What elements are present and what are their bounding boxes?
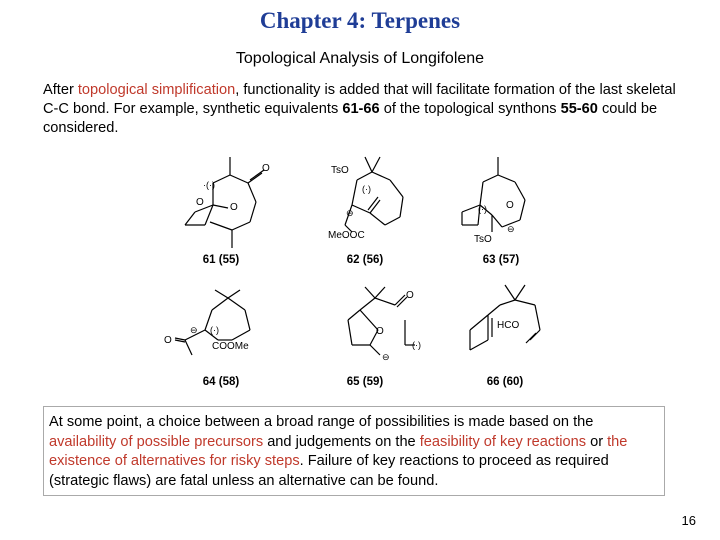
structure-63 bbox=[462, 157, 525, 245]
svg-text:(·): (·) bbox=[412, 340, 421, 350]
svg-text:(·): (·) bbox=[362, 184, 371, 194]
caption-63: 63 (57) bbox=[482, 254, 520, 266]
intro-synthons-range: 55-60 bbox=[560, 101, 598, 117]
structure-65 bbox=[348, 287, 421, 362]
structure-64 bbox=[164, 290, 250, 355]
intro-text-3: of the topological synthons bbox=[379, 101, 561, 117]
note-text-2: and judgements on the bbox=[263, 433, 420, 450]
s64-label-coome: COOMe bbox=[212, 341, 249, 352]
s64-label-o: O bbox=[164, 335, 172, 346]
intro-compounds-range: 61-66 bbox=[342, 101, 380, 117]
s63-label-tso: TsO bbox=[474, 234, 492, 245]
svg-text:⊖: ⊖ bbox=[190, 325, 198, 335]
caption-61: 61 (55) bbox=[202, 254, 240, 266]
structure-61 bbox=[185, 157, 270, 248]
svg-text:⊖: ⊖ bbox=[382, 352, 390, 362]
note-box bbox=[43, 406, 665, 496]
chapter-title: Chapter 4: Terpenes bbox=[259, 8, 461, 33]
svg-text:·(·): ·(·) bbox=[203, 180, 215, 190]
intro-text-2: , functionality is added that will facilitate formation of the last skeletal C-C bond. For example, synthetic equivalents bbox=[43, 82, 676, 117]
caption-65: 65 (59) bbox=[346, 376, 384, 388]
s66-label-hco: HCO bbox=[497, 320, 520, 331]
s62-label-tso: TsO bbox=[331, 165, 349, 176]
intro-text-4: could be considered. bbox=[43, 101, 658, 136]
caption-62: 62 (56) bbox=[346, 254, 384, 266]
note-highlight-feasibility: feasibility of key reactions bbox=[419, 433, 587, 450]
intro-text-1: After bbox=[43, 82, 78, 98]
note-paragraph bbox=[49, 413, 659, 491]
svg-text:(·): (·) bbox=[210, 325, 219, 335]
s62-label-meooc: MeOOC bbox=[328, 230, 365, 241]
note-highlight-precursors: availability of possible precursors bbox=[49, 433, 264, 450]
slide-subtitle: Topological Analysis of Longifolene bbox=[235, 50, 485, 67]
structure-62 bbox=[328, 157, 403, 241]
s65-label-o2: O bbox=[376, 326, 384, 337]
svg-text:(·): (·) bbox=[478, 204, 487, 214]
note-text-3: or bbox=[586, 433, 608, 450]
svg-text:⊖: ⊖ bbox=[346, 208, 354, 218]
s65-label-o1: O bbox=[406, 290, 414, 301]
s61-label-o1: O bbox=[262, 163, 270, 174]
s61-label-o3: O bbox=[196, 197, 204, 208]
svg-text:⊖: ⊖ bbox=[507, 224, 515, 234]
structure-66 bbox=[470, 285, 540, 350]
s63-label-o: O bbox=[506, 200, 514, 211]
note-text-4: . Failure of key reactions to proceed as required (strategic flaws) are fatal unless an alternative can be found. bbox=[49, 453, 609, 489]
s61-label-o2: O bbox=[230, 202, 238, 213]
caption-66: 66 (60) bbox=[486, 376, 524, 388]
page-number: 16 bbox=[681, 513, 696, 528]
note-highlight-alternatives: the existence of alternatives for risky steps bbox=[49, 433, 628, 469]
note-text-1: At some point, a choice between a broad range of possibilities is made based on the bbox=[49, 414, 594, 430]
caption-64: 64 (58) bbox=[202, 376, 240, 388]
intro-highlight-topological: topological simplification bbox=[77, 82, 236, 98]
